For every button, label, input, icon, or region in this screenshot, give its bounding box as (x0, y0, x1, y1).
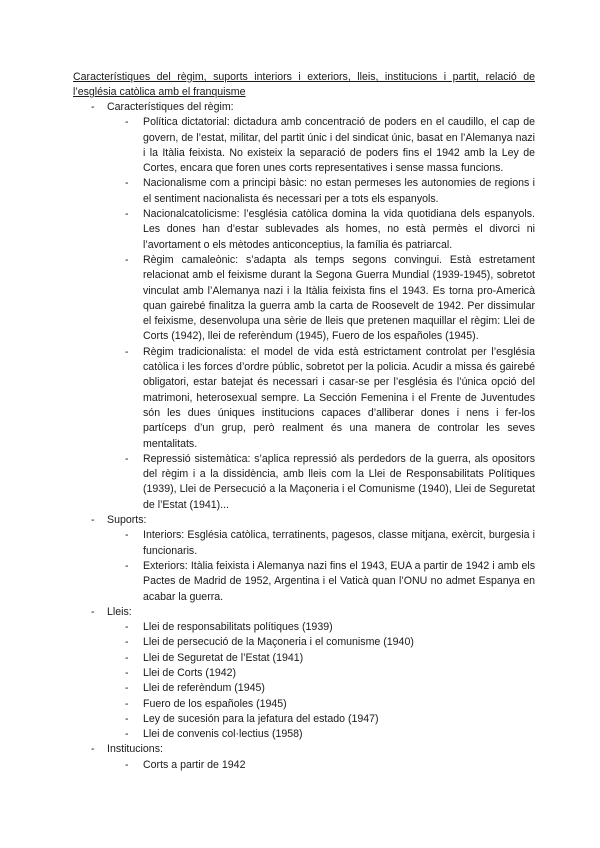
laws-list (107, 620, 535, 742)
outline (73, 100, 535, 773)
section-heading: Institucions: (107, 743, 163, 756)
list-item: - Llei de persecució de la Maçoneria i el comunisme (1940) (107, 635, 535, 650)
list-item: - Ley de sucesión para la jefatura del estado (1947) (107, 712, 535, 727)
list-item: - Interiors: Església catòlica, terratinents, pagesos, classe mitjana, exèrcit, burgesia i funcionaris. (107, 528, 535, 559)
list-item: - Fuero de los españoles (1945) (107, 697, 535, 712)
list-item: - Exteriors: Itàlia feixista i Alemanya nazi fins el 1943, EUA a partir de 1942 i amb els Pactes de Madrid de 1952, Argentina i el Vaticà quan l’ONU no admet Espanya en acabar la guerra. (107, 559, 535, 605)
institutions-list (107, 758, 535, 773)
section-laws (73, 605, 535, 743)
list-item: - Llei de convenis col·lectius (1958) (107, 727, 535, 742)
section-heading: Suports: (107, 514, 147, 527)
list-item: - Règim camaleònic: s’adapta als temps segons convingui. Està estretament relacionat amb el feixisme durant la Segona Guerra Mundial (1939-1945), sobretot vinculat amb l’Alemanya nazi i la Itàlia feixista fins el 1943. Es torna pro-Americà quan gairebé finalitza la guerra amb la carta de Roosevelt de 1942. Per dissimular el feixisme, desenvolupa una sèrie de lleis que pretenen maquillar el règim: Llei de Corts (1942), llei de referèndum (1945), Fuero de los españoles (1945). (107, 253, 535, 345)
section-characteristics (73, 100, 535, 513)
section-supports (73, 513, 535, 605)
section-heading: Lleis: (107, 605, 132, 618)
list-item: - Corts a partir de 1942 (107, 758, 535, 773)
list-item: - Llei de referèndum (1945) (107, 681, 535, 696)
list-item: - Llei de Corts (1942) (107, 666, 535, 681)
list-item: - Llei de responsabilitats polítiques (1939) (107, 620, 535, 635)
supports-list (107, 528, 535, 604)
list-item: - Nacionalcatolicisme: l’església catòlica domina la vida quotidiana dels espanyols. Les dones han d’estar sublevades als homes, no està permès el divorci ni l’avortament o els mètodes anticonceptius, la família és patriarcal. (107, 207, 535, 253)
list-item: - Política dictatorial: dictadura amb concentració de poders en el caudillo, el cap de govern, de l’estat, militar, del partit únic i del sindicat únic, basat en l’Alemanya nazi i la Itàlia feixista. No existeix la separació de poders fins el 1942 amb la Ley de Cortes, encara que foren unes corts representatives i sense massa funcions. (107, 115, 535, 176)
section-heading: Característiques del règim: (107, 101, 234, 113)
characteristics-list (107, 115, 535, 513)
document-title: Característiques del règim, suports interiors i exteriors, lleis, institucions i partit, relació de l’església catòlica amb el franquisme (73, 71, 535, 99)
section-institutions (73, 742, 535, 773)
list-item: - Règim tradicionalista: el model de vida està estrictament controlat per l’església catòlica i les forces d’ordre públic, sobretot per la policia. Acudir a missa és gairebé obligatori, estar batejat és necessari i casar-se per l’església és l’única opció del matrimoni, heterosexual sempre. La Sección Femenina i el Frente de Juventudes són les dues úniques institucions capaces d’alliberar dones i nens i fer-los partíceps d’un grup, però realment és una manera de controlar les seves mentalitats. (107, 345, 535, 452)
list-item: - Nacionalisme com a principi bàsic: no estan permeses les autonomies de regions i el sentiment nacionalista és necessari per a tots els espanyols. (107, 176, 535, 207)
list-item: - Llei de Seguretat de l’Estat (1941) (107, 651, 535, 666)
list-item: - Repressió sistemàtica: s’aplica repressió als perdedors de la guerra, als opositors del règim i a la dissidència, amb lleis com la Llei de Responsabilitats Polítiques (1939), Llei de Persecució a la Maçoneria i el Comunisme (1940), Llei de Seguretat de l’Estat (1941)... (107, 452, 535, 513)
